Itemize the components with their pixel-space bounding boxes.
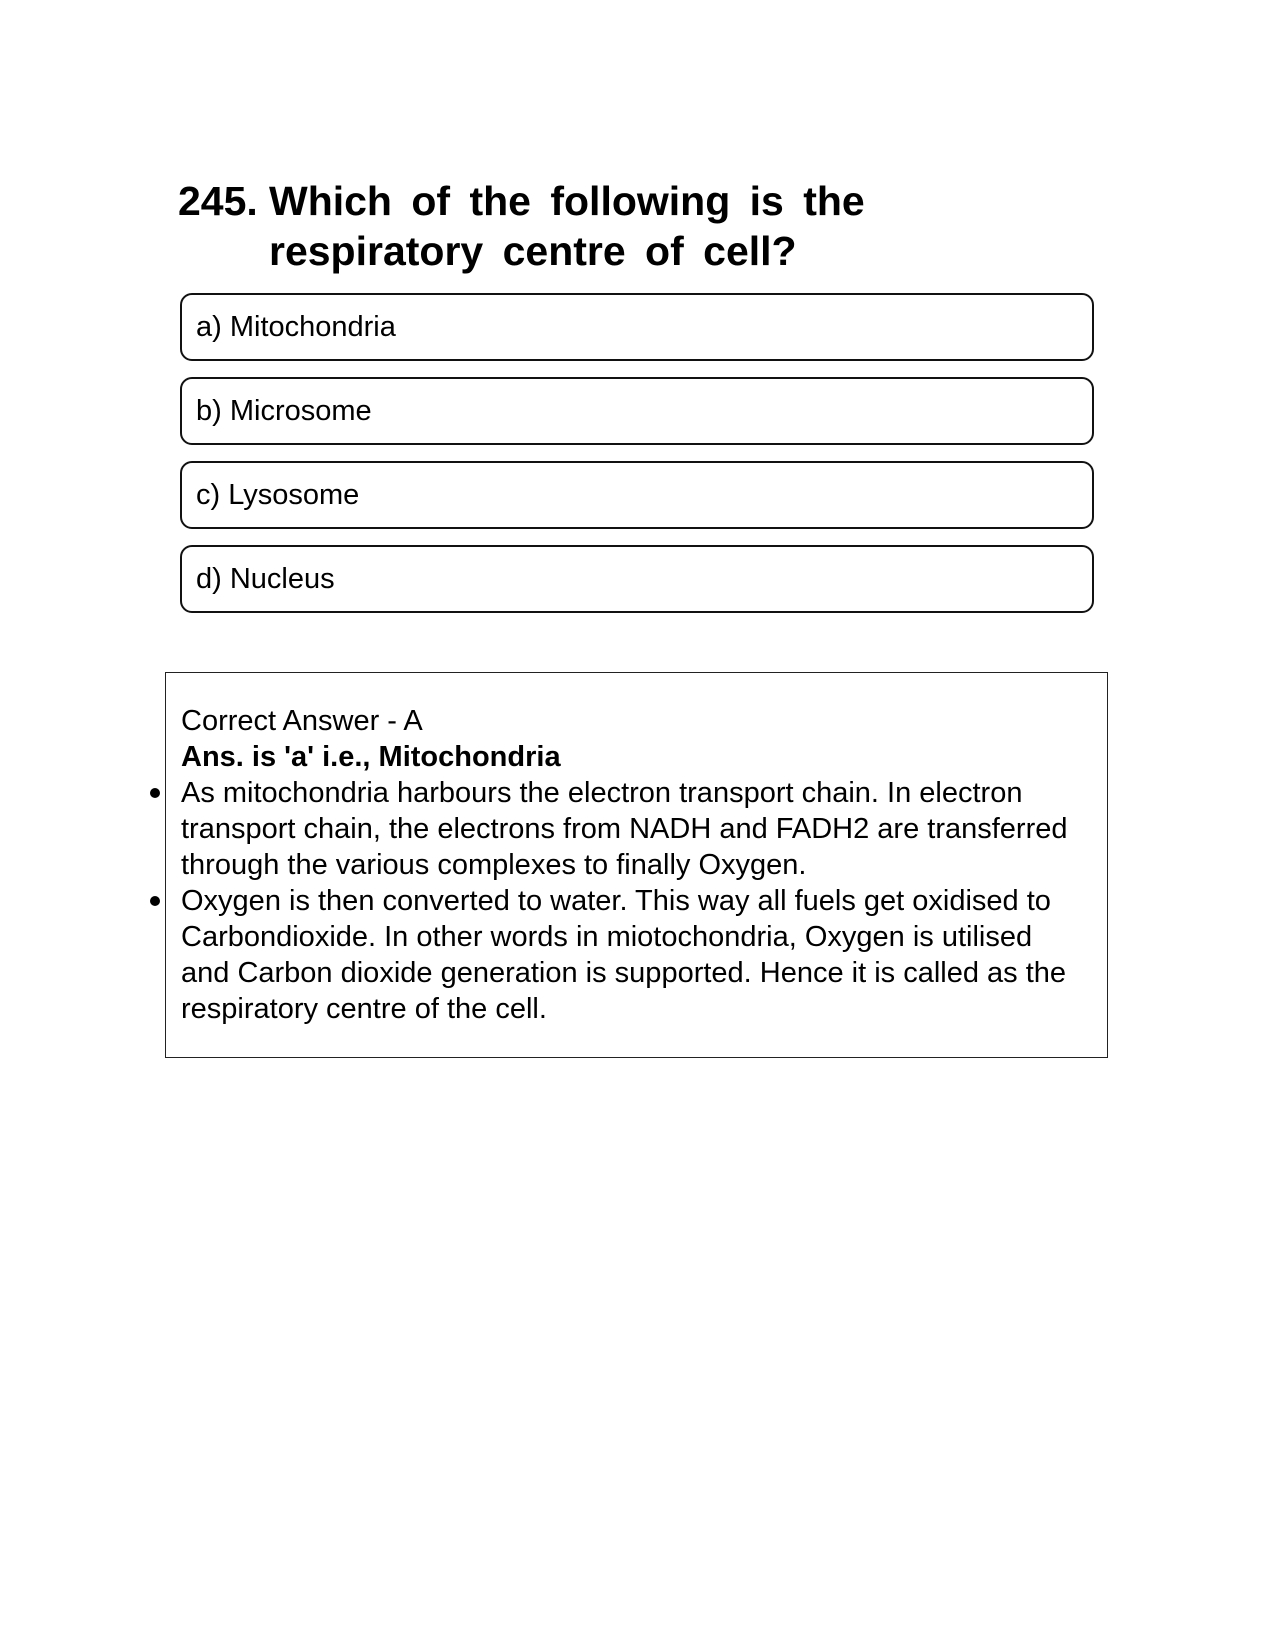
- explanation-text: Oxygen is then converted to water. This way all fuels get oxidised to Carbondioxide. In other words in miotochondria, Oxygen is utilised and Carbon dioxide generation is supported. Hence it is called as the respiratory centre of the cell.: [181, 885, 1067, 1025]
- option-c[interactable]: [180, 461, 1094, 529]
- question-text: Which of the following is the respiratory centre of cell?: [269, 178, 865, 274]
- explanation-point: [181, 883, 1087, 1027]
- answer-heading: Ans. is 'a' i.e., Mitochondria: [181, 741, 561, 773]
- question: [178, 176, 908, 276]
- answer-explanation-box: [165, 672, 1108, 1058]
- explanation-list: [181, 775, 1087, 1027]
- bullet-icon: [150, 896, 160, 906]
- option-label: b) Microsome: [196, 394, 372, 427]
- option-label: d) Nucleus: [196, 562, 335, 595]
- explanation-text: As mitochondria harbours the electron transport chain. In electron transport chain, the electrons from NADH and FADH2 are transferred through the various complexes to finally Oxygen.: [181, 777, 1068, 881]
- option-label: a) Mitochondria: [196, 310, 396, 343]
- option-label: c) Lysosome: [196, 478, 360, 511]
- explanation-point: [181, 775, 1087, 883]
- option-b[interactable]: [180, 377, 1094, 445]
- question-number: 245.: [178, 178, 258, 224]
- option-a[interactable]: [180, 293, 1094, 361]
- bullet-icon: [150, 788, 160, 798]
- option-d[interactable]: [180, 545, 1094, 613]
- correct-answer-label: Correct Answer - A: [181, 705, 423, 737]
- options-list: [180, 293, 1094, 629]
